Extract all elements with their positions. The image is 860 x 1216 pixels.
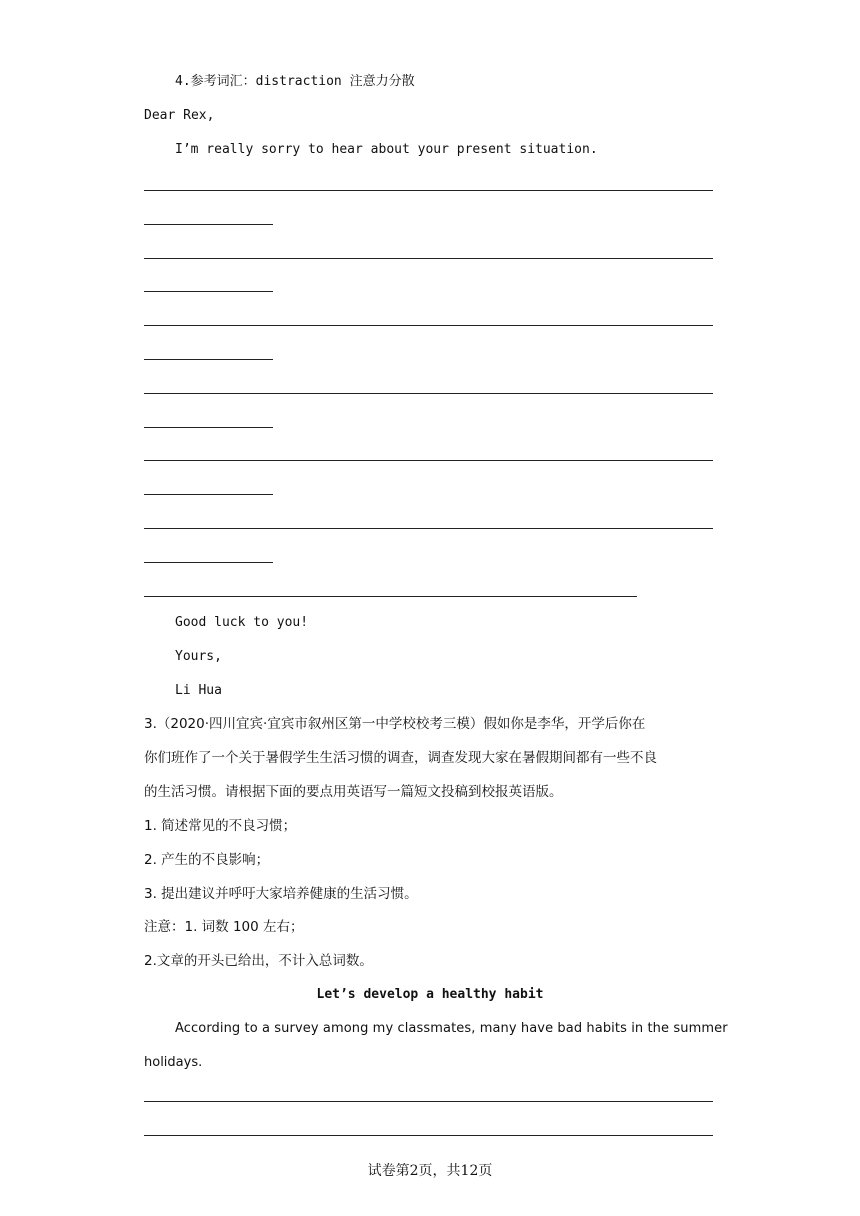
question3-line1: 3.（2020·四川宜宾·宜宾市叙州区第一中学校校考三模）假如你是李华，开学后你在 [144,716,646,732]
question3-note1: 注意：1. 词数 100 左右； [144,919,304,935]
letter-opening: I’m really sorry to hear about your present situation. [175,142,598,157]
answer-line-partial [144,596,637,597]
question3-line3: 的生活习惯。请根据下面的要点用英语写一篇短文投稿到校报英语版。 [144,784,563,800]
question3-line2: 你们班作了一个关于暑假学生生活习惯的调查，调查发现大家在暑假期间都有一些不良 [144,750,657,766]
vocab-hint: 4.参考词汇：distraction 注意力分散 [175,74,415,89]
answer-line [144,460,713,461]
question3-point2: 2. 产生的不良影响； [144,852,270,868]
page-footer: 试卷第2页，共12页 [367,1163,493,1179]
answer-line [144,528,713,529]
answer-line [144,190,713,191]
essay-title: Let’s develop a healthy habit [316,987,544,1002]
answer-line-short [144,494,273,495]
answer-line [144,1101,713,1102]
essay-start-line2: holidays. [144,1055,203,1070]
answer-line [144,393,713,394]
answer-line-short [144,291,273,292]
question3-point3: 3. 提出建议并呼吁大家培养健康的生活习惯。 [144,886,418,902]
letter-signature: Li Hua [175,683,222,698]
letter-closing: Good luck to you! [175,615,309,630]
answer-line-short [144,427,273,428]
answer-line [144,325,713,326]
answer-line [144,258,713,259]
answer-line [144,1135,713,1136]
answer-line-short [144,224,273,225]
essay-start-line1: According to a survey among my classmates, many have bad habits in the summer [175,1021,728,1036]
question3-point1: 1. 简述常见的不良习惯； [144,818,297,834]
letter-greeting: Dear Rex, [144,108,215,123]
answer-line-short [144,359,273,360]
answer-line-short [144,562,273,563]
letter-signoff: Yours, [175,649,222,664]
question3-note2: 2.文章的开头已给出，不计入总词数。 [144,953,373,969]
